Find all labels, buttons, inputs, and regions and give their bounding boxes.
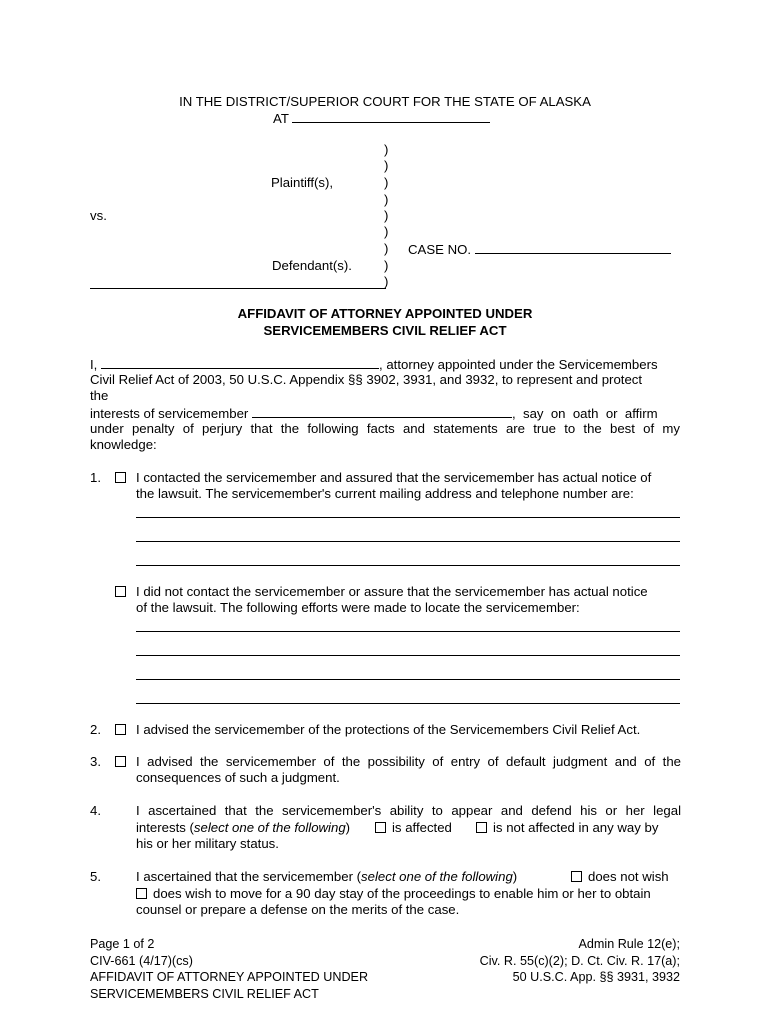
item4-interests-post: ) <box>345 820 351 835</box>
intro-line6: knowledge: <box>90 437 157 452</box>
item4-text-a: I ascertained that the servicemember's ability to appear and defend his or her legal <box>136 803 681 818</box>
item1-alt-checkbox[interactable] <box>115 584 132 600</box>
item1-number: 1. <box>90 470 101 485</box>
intro-i-label: I, <box>90 357 98 372</box>
caption-bottom-line <box>90 288 386 289</box>
footer-rule-1: Admin Rule 12(e); <box>578 937 680 951</box>
item4-affected-option[interactable] <box>375 820 452 836</box>
footer-page-number: Page 1 of 2 <box>90 937 155 951</box>
address-line-1[interactable] <box>136 517 680 518</box>
defendant-label: Defendant(s). <box>272 258 352 273</box>
item4-affected-label: is affected <box>392 820 452 835</box>
item4-text-b <box>136 820 350 836</box>
item5-ascertained-post: ) <box>512 869 518 884</box>
item2-text: I advised the servicemember of the protections of the Servicemembers Civil Relief Act. <box>136 722 641 737</box>
item1-checkbox[interactable] <box>115 470 132 486</box>
address-line-3[interactable] <box>136 565 680 566</box>
efforts-line-1[interactable] <box>136 631 680 632</box>
item4-select-instruction: select one of the following <box>193 820 346 835</box>
item5-not-wish-option[interactable] <box>571 869 669 885</box>
item3-text-b: consequences of such a judgment. <box>136 770 340 785</box>
item1-text-a: I contacted the servicemember and assured that the servicemember has actual notice of <box>136 470 652 485</box>
item3-number: 3. <box>90 754 101 769</box>
footer-rule-2: Civ. R. 55(c)(2); D. Ct. Civ. R. 17(a); <box>479 953 680 968</box>
item5-wish-label: does wish to move for a 90 day stay of the proceedings to enable him or her to obtain <box>153 886 651 901</box>
caption-paren: ) <box>384 274 389 289</box>
court-location-blank[interactable] <box>292 110 490 123</box>
case-number <box>408 241 671 258</box>
item5-select-instruction: select one of the following <box>361 869 513 884</box>
document-title-line1: AFFIDAVIT OF ATTORNEY APPOINTED UNDER <box>237 306 533 321</box>
case-number-blank[interactable] <box>475 241 671 254</box>
servicemember-name-blank[interactable] <box>252 405 512 418</box>
caption-paren: ) <box>384 241 389 256</box>
item1-alt-text-b: of the lawsuit. The following efforts were made to locate the servicemember: <box>136 600 580 615</box>
item2-checkbox[interactable] <box>115 722 132 738</box>
item5-number: 5. <box>90 869 101 884</box>
caption-paren: ) <box>384 224 389 239</box>
caption-paren: ) <box>384 192 389 207</box>
address-line-2[interactable] <box>136 541 680 542</box>
intro-say-text: , say on oath or affirm <box>511 406 658 421</box>
intro-line5: under penalty of perjury that the following facts and statements are true to the best of my <box>90 421 680 436</box>
item4-not-affected-checkbox[interactable] <box>476 822 487 833</box>
court-heading: IN THE DISTRICT/SUPERIOR COURT FOR THE STATE OF ALASKA <box>179 94 591 109</box>
interests-label: interests of servicemember <box>90 406 249 421</box>
item4-not-affected-option[interactable] <box>476 820 658 836</box>
footer-rule-3: 50 U.S.C. App. §§ 3931, 3932 <box>512 970 680 984</box>
caption-paren: ) <box>384 208 389 223</box>
efforts-line-2[interactable] <box>136 655 680 656</box>
plaintiff-label: Plaintiff(s), <box>271 175 334 190</box>
item5-not-wish-label: does not wish <box>588 869 669 884</box>
document-title-line2: SERVICEMEMBERS CIVIL RELIEF ACT <box>263 323 507 338</box>
court-location <box>273 110 490 127</box>
vs-label: vs. <box>90 208 107 223</box>
footer-left <box>90 936 368 1002</box>
item4-text-c: his or her military status. <box>136 836 279 851</box>
caption-paren: ) <box>384 158 389 173</box>
intro-line3: the <box>90 388 109 403</box>
footer-right <box>480 936 680 986</box>
item1-text-b: the lawsuit. The servicemember's current mailing address and telephone number are: <box>136 486 634 501</box>
intro-line4 <box>90 405 658 422</box>
item5-wish-checkbox[interactable] <box>136 888 147 899</box>
item3-text-a: I advised the servicemember of the possibility of entry of default judgment and of the <box>136 754 681 769</box>
item5-not-wish-checkbox[interactable] <box>571 871 582 882</box>
item1-alt-text-a: I did not contact the servicemember or assure that the servicemember has actual notice <box>136 584 648 599</box>
item5-text-a <box>136 869 517 885</box>
attorney-name-blank[interactable] <box>101 356 379 369</box>
item4-not-affected-label: is not affected in any way by <box>493 820 659 835</box>
footer-form-title-2: SERVICEMEMBERS CIVIL RELIEF ACT <box>90 986 319 1001</box>
footer-form-title-1: AFFIDAVIT OF ATTORNEY APPOINTED UNDER <box>90 970 369 984</box>
item3-checkbox[interactable] <box>115 754 132 770</box>
case-no-label: CASE NO. <box>408 242 472 257</box>
item5-wish-option[interactable] <box>136 886 651 902</box>
item2-number: 2. <box>90 722 101 737</box>
item5-ascertained-pre: I ascertained that the servicemember ( <box>136 869 362 884</box>
item4-number: 4. <box>90 803 101 818</box>
item4-interests-pre: interests ( <box>136 820 194 835</box>
intro-line2: Civil Relief Act of 2003, 50 U.S.C. Appendix §§ 3902, 3931, and 3932, to represent and protect <box>90 372 643 387</box>
efforts-line-3[interactable] <box>136 679 680 680</box>
footer-form-number: CIV-661 (4/17)(cs) <box>90 953 193 968</box>
caption-paren: ) <box>384 258 389 273</box>
caption-paren: ) <box>384 175 389 190</box>
caption-paren: ) <box>384 142 389 157</box>
item5-text-c: counsel or prepare a defense on the merits of the case. <box>136 902 460 917</box>
intro-attorney-text: , attorney appointed under the Servicemembers <box>379 357 658 372</box>
at-label: AT <box>273 111 289 126</box>
efforts-line-4[interactable] <box>136 703 680 704</box>
intro-line1 <box>90 356 658 373</box>
item4-affected-checkbox[interactable] <box>375 822 386 833</box>
